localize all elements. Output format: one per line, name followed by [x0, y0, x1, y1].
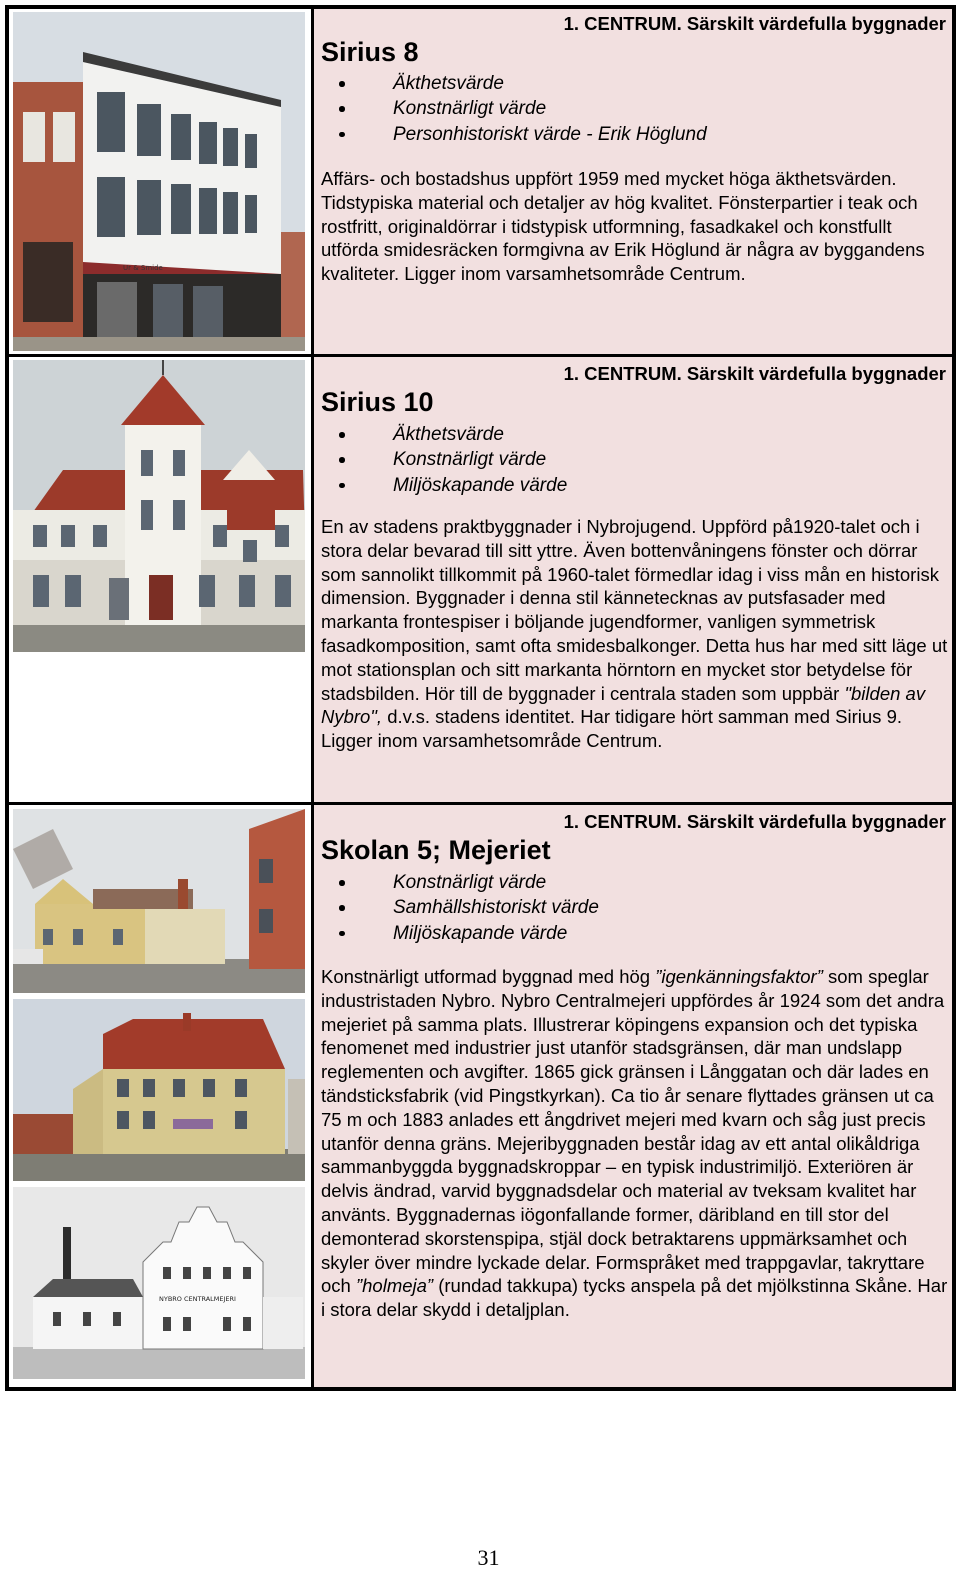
photo-mejeriet-3-historic	[13, 1187, 305, 1379]
value-item: Äkthetsvärde	[319, 71, 707, 96]
value-item: Konstnärligt värde	[319, 447, 567, 472]
photo-shop-sign: Ur & Smide	[123, 264, 163, 272]
description-text: Konstnärligt utformad byggnad med hög	[321, 966, 656, 987]
description-emphasis: ”holmeja”	[355, 1275, 434, 1297]
value-item: Miljöskapande värde	[319, 473, 567, 498]
category-heading: 1. CENTRUM. Särskilt värdefulla byggnader	[563, 811, 946, 832]
value-item: Miljöskapande värde	[319, 921, 599, 946]
value-list	[319, 870, 599, 946]
photo-sirius-8	[13, 12, 305, 351]
description-text: d.v.s. stadens identitet. Har tidigare hört samman med Sirius 9. Ligger inom varsamhetsområde Centrum.	[321, 706, 903, 752]
building-inventory-table	[5, 5, 956, 1391]
entry-row-skolan-5	[9, 805, 952, 1387]
entry-row-sirius-10	[9, 357, 952, 805]
value-item: Äkthetsvärde	[319, 422, 567, 447]
photo-mejeriet-2	[13, 999, 305, 1181]
description-emphasis: "bilden av Nybro",	[321, 682, 926, 728]
value-item: Konstnärligt värde	[319, 96, 707, 121]
description-text: som speglar industristaden Nybro. Nybro Centralmejeri uppfördes år 1924 som det andra mejeriet på samma plats. Illustrerar köpingens expansion och det typiska fenomenet med industrier just utanför stadsgränsen, där man undslapp reglementen och avgifter. 1865 gick gränsen i Långgatan och där lades en tändsticksfabrik (vid Pingstkyrkan). Ca tio år senare flyttades gränsen ut ca 75 m och 1883 anlades ett ångdrivet mejeri med kvarn och såg just precis utanför denna gräns. Mejeribyggnaden består idag av ett antal olikåldriga sammanbyggda byggnadskroppar – en typisk industrimiljö. Exteriören är delvis ändrad, varvid byggnadsdelar och material av tveksam kvalitet har använts. Byggnadernas iögonfallande former, däribland en till stor del demonterad skorstenspipa, stjäl dock betraktarens uppmärksamhet och skyler över mindre lyckade delar. Formspråket med trappgavlar, takryttare och	[321, 966, 945, 1297]
photo-column	[9, 9, 314, 354]
photo-sirius-10	[13, 360, 305, 652]
value-list	[319, 71, 707, 147]
category-heading: 1. CENTRUM. Särskilt värdefulla byggnader	[563, 363, 946, 384]
photo-column	[9, 357, 314, 802]
entry-description: Affärs- och bostadshus uppfört 1959 med mycket höga äkthetsvärden. Tidstypiska material och detaljer av hög kvalitet. Fönsterpartier i teak och rostfritt, originaldörrar i tidstypisk utformning, fasadkakel och konstfullt utförda smidesräcken formgivna av Erik Höglund är några av byggandens kvaliteter. Ligger inom varsamhetsområde Centrum.	[321, 168, 925, 285]
value-item: Personhistoriskt värde - Erik Höglund	[319, 122, 707, 147]
category-heading: 1. CENTRUM. Särskilt värdefulla byggnader	[563, 13, 946, 34]
photo-column	[9, 805, 314, 1387]
description-emphasis: ”igenkänningsfaktor”	[655, 966, 823, 987]
value-item: Samhällshistoriskt värde	[319, 895, 599, 920]
entry-title: Sirius 8	[321, 37, 419, 67]
entry-title: Skolan 5; Mejeriet	[321, 835, 551, 865]
photo-mejeriet-1	[13, 809, 305, 993]
value-item: Konstnärligt värde	[319, 870, 599, 895]
photo-building-sign: NYBRO CENTRALMEJERI	[159, 1295, 236, 1303]
page-number: 31	[477, 1545, 500, 1570]
description-text: En av stadens praktbyggnader i Nybrojugend. Uppförd på1920-talet och i stora delar bevarad till sitt yttre. Även bottenvåningens fönster och dörrar som sannolikt tillkommit på 1960-talet förmedlar idag i viss mån en historisk dimension. Byggnader i denna stil kännetecknas av putsfasader med markanta frontespiser i böljande jugendformer, vanligen symmetrisk fasadkomposition, samt ofta smidesbalkonger. Detta hus har med sitt läge ut mot stationsplan och sitt markanta hörntorn en mycket stor betydelse för stadsbilden. Hör till de byggnader i centrala staden som uppbär	[321, 516, 948, 704]
entry-row-sirius-8	[9, 9, 952, 357]
entry-description	[321, 515, 949, 753]
entry-title: Sirius 10	[321, 387, 434, 417]
value-list	[319, 422, 567, 498]
entry-description	[321, 965, 949, 1322]
description-text: (rundad takkupa) tycks anspela på det mjölkstinna Skåne. Har i stora delar skydd i detaljplan.	[321, 1275, 948, 1321]
